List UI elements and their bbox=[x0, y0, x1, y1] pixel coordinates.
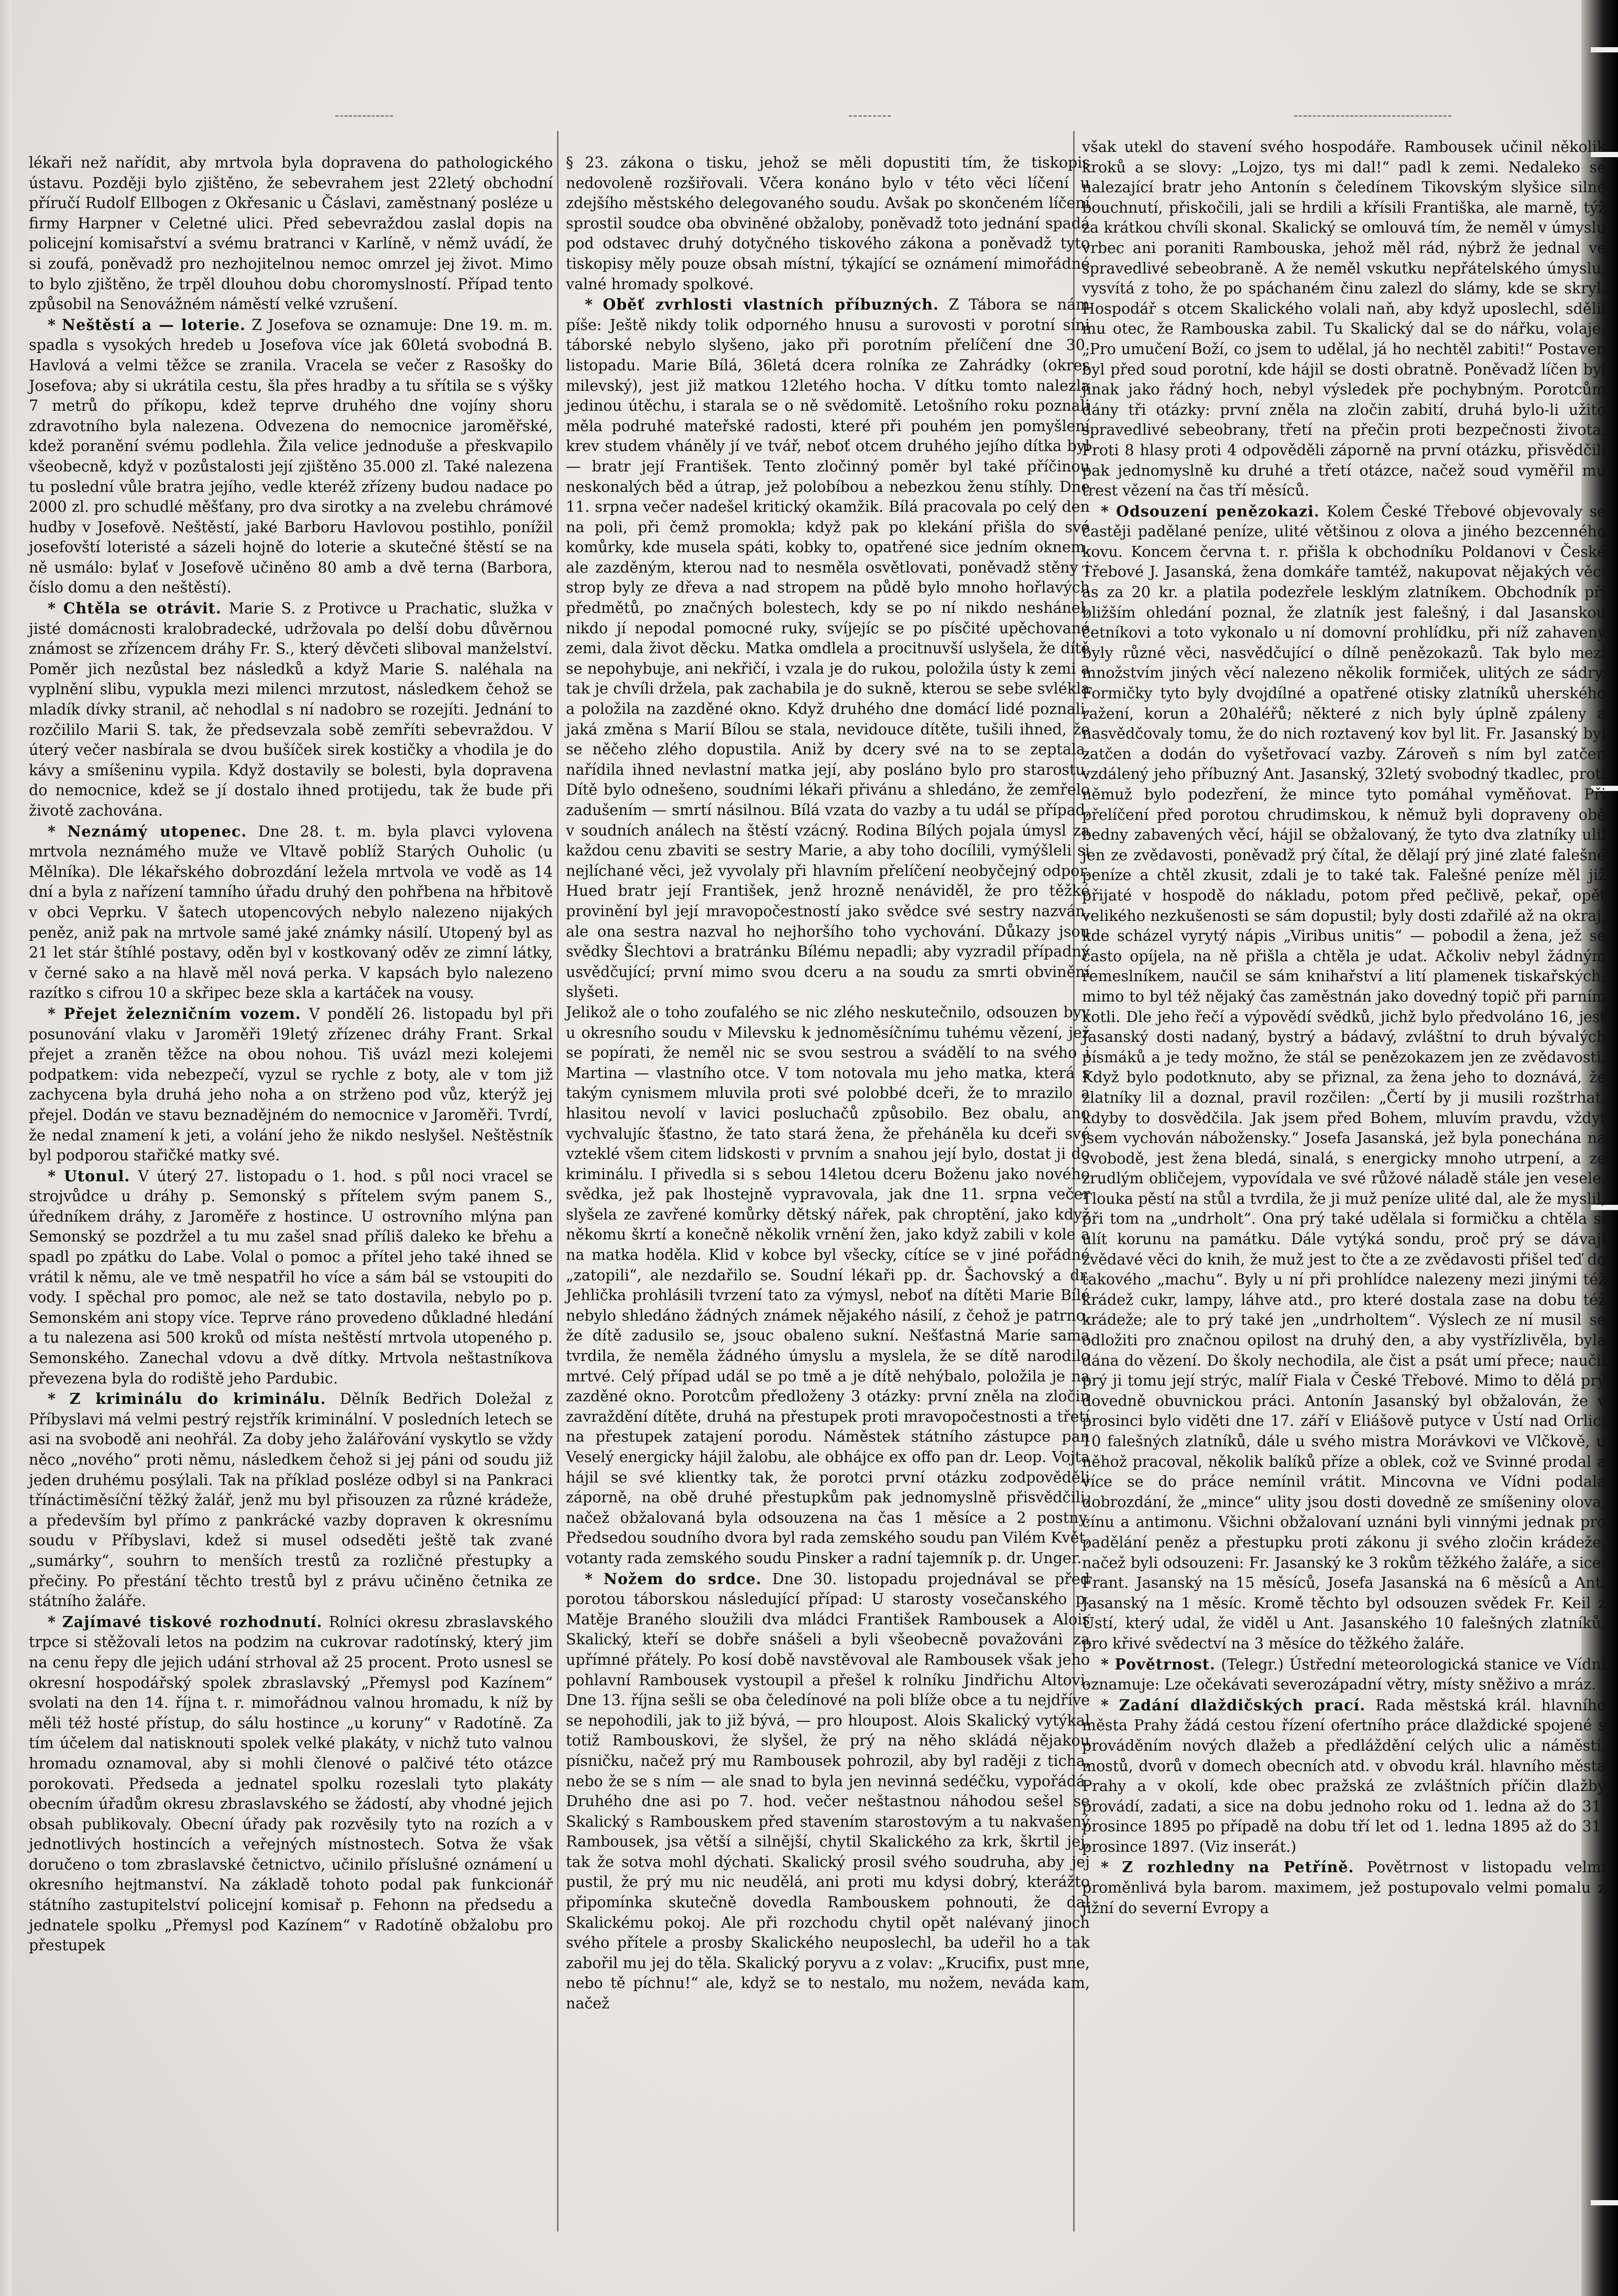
article-body: Rada městská král. hlavního města Prahy žádá cestou řízení ofertního práce dlaždické spojené s prováděním nových dlažeb a předláždění celých ulic a náměstí, mostů, dvorů v domech obecních atd. v obvodu král. hlavního města Prahy a v okolí, kde obec pražská ze zvláštních příčin dlažby provádí, zadati, a sice na dobu jednoho roku od 1. ledna až do 31. prosince 1895 po případě na dobu tří let od 1. ledna 1895 až do 31. prosince 1897. (Viz inserát.) bbox=[1082, 1696, 1606, 1855]
article-body: Kolem České Třebové objevovaly se častěji padělané peníze, ulité většinou z olova a jiného bezcenného kovu. Koncem června t. r. přišla k obchodníku Poldanovi v České Třebové J. Jasanská, žena domkáře tamtéž, nakupovat nějakých věcí as za 20 kr. a platila podezřele lesklým zlatníkem. Obchodník při bližším ohledání poznal, že zlatník jest falešný, i dal Jasanskou četníkovi a toto vykonalo u ní domovní prohlídku, při níž zahaveny byly různé věci, nasvědčující o dílně penězokazů. Tak bylo mezi množstvím jiných věcí nalezeno několik formiček, ulitých ze sádry. Formičky tyto byly dvojdílné a opatřené otisky zlatníků uherského ražení, korun a 20haléřů; některé z nich byly úplně zpáleny a nasvědčovaly tomu, že do nich roztavený kov byl lit. Fr. Jasanský byl zatčen a dodán do vyšetřovací vazby. Zároveň s ním byl zatčen vzdálený jeho příbuzný Ant. Jasanský, 32letý svobodný tkadlec, proti němuž bylo podezření, že mince tyto pomáhal vyměňovat. Při přelíčení před porotou chrudimskou, k němuž byli dopraveny obě bedny zabavených věcí, hájil se obžalovaný, že tyto dva zlatníky ulil jen ze zvědavosti, poněvadž prý čítal, že dělají prý jiné zlaté falešné peníze a chtěl zkusit, zdali je to také tak. Falešné peníze měl již přijaté v hospodě do nákladu, potom před pečlivě, pekař, opět velikého nezkušenosti se sám dopustil; byly dosti zdařilé až na okraj, kde scházel vyrytý nápis „Viribus unitis“ — pobodil a žena, jež se často opíjela, na ně přišla a chtěla je udat. Ačkoliv nebyl žádným řemeslníkem, naučil se sám knihařství a lití plamenek tiskařských; mimo to byl též nějaký čas zaměstnán jako dovedný topič při parním kotli. Dle jeho řečí a výpovědí svědků, jichž bylo předvoláno 16, jest Jasanský dosti nadaný, bystrý a bádavý, zvláštní to druh bývalých písmáků a je tedy možno, že stál se penězokazem jen ze zvědavosti. Když bylo podotknuto, aby se přiznal, za žena jeho to doznává, že zlatníky lil a doznal, pravil rozčilen: „Čertí by ji musili rozštrhat, kdyby to dosvědčila. Jak jsem před Bohem, mluvím pravdu, vždyť jsem vychován nábožensky.“ Josefa Jasanská, jež byla ponechána na svobodě, jest žena bledá, sinalá, s energicky mnoho utrpení, a ze zrudlým obličejem, vypovídala ve své růžové náladě stále jen vesele. Tlouka pěstí na stůl a tvrdila, že ji muž peníze ulité dal, ale že myslil, při tom na „undrholt“. Ona prý také udělala si formičku a chtěla si ulít korunu na památku. Dále vytýká sondu, proč prý se dávají zvědavé věci do knih, že muž jest to čte a ze zvědavosti přišel teď do takového „machu“. Byly u ní při prohlídce nalezeny mezi jinými též krádež cukr, lampy, láhve atd., pro které dostala zase na dobu též krádeže; ale to prý také jen „undrholtem“. Výslech ze ní musil se odložiti pro značnou opilost na druhý den, a aby vystřízlivěla, byla dána do vězení. Do školy nechodila, ale čist a psát umí přece; naučil prý ji tomu její strýc, malíř Fiala v České Třebové. Mimo to dělá prý dovedně obuvnickou práci. Antonín Jasanský byl obžalován, že v prosinci bylo viděti dne 17. září v Eliášově putyce v Ústí nad Orlicí 10 falešných zlatníků, dále u svého mistra Morávkovi ve Vlčkově, u něhož pracoval, několik balíků příze a oblek, což ve Svinné prodal a více se do práce nemínil vrátit. Mincovna ve Vídni podala dobrozdání, že „mince“ ulity jsou dosti dovedně ze smíšeniny olova, cínu a antimonu. Všichni obžalovaní uznáni byli vinnými jednak pro padělání peněz a přestupku proti zákonu ji svého zločin krádeže, načež byli odsouzeni: Fr. Jasanský ke 3 rokům těžkého žaláře, a sice: Frant. Jasanský na 15 měsíců, Josefa Jasanská na 6 měsíců a Ant. Jasanský na 1 měsíc. Kromě těchto byl odsouzen svědek Fr. Keil z Ústí, který udal, že viděl u Ant. Jasanského 10 falešných zlatníků, pro křivé svědectví na 3 měsíce do těžkého žaláře. bbox=[1082, 502, 1606, 1652]
top-dash-rule bbox=[335, 115, 393, 117]
article-bullet: * bbox=[48, 1167, 64, 1185]
article-paragraph bbox=[29, 315, 553, 598]
article-paragraph bbox=[29, 598, 553, 821]
article-heading: Z kriminálu do kriminálu. bbox=[69, 1390, 326, 1408]
article-heading: Odsouzení penězokazi. bbox=[1116, 502, 1320, 520]
article-body: Z Tábora se nám píše: Ještě nikdy tolik odporného hnusu a surovosti v porotní síni táborské nebylo slyšeno, jako při porotním přelíčení dne 30. listopadu. Marie Bílá, 36letá dcera rolníka ze Zahrádky (okres milevský), jest již matkou 12letého hocha. V dítku tomto nalezla jedinou útěchu, i starala se o ně svědomitě. Letošního roku poznali měla podruhé mateřské radosti, které při pouhém jen pomyšlení krev studem vháněly jí ve tvář, neboť otcem druhého jejího dítka byl — bratr její František. Tento zločinný poměr byl také příčinou neskonalých běd a útrap, jež polobíbou a nebezkou ženu stíhly. Dne 11. srpna večer nadešel kritický okamžik. Bílá pracovala po celý den na poli, při čemž promokla; když pak po klekání přišla do své komůrky, kde musela spáti, kobky to, opatřené sice jedním oknem, ale zazděným, kterou nad to nesměla osvětlovati, poněvadž stěny i strop byly ze dřeva a nad stropem na půdě bylo mnoho hořlavých předmětů, po značných bolestech, kdy se po ní nikdo neshánel, nikdo jí nepodal pomocné ruky, svíjejíc se po písčité upěchované zemi, dala život děcku. Matka omdlela a procitnuvší uslyšela, že dítě se nepohybuje, ani nekřičí, i vzala je do rukou, položila ústy k zemi a tak je chvíli držela, pak zachabila je do sukně, kterou se sebe svlékla a položila na zazděné okno. Když druhého dne domácí lidé poznali, jaká změna s Marií Bílou se stala, nevidouce dítěte, tušili ihned, že se něčeho zlého dopustila. Aniž by dcery své na to se zeptala, nařídila ihned nevlastní matka její, aby posláno bylo pro starostu. Dítě bylo odnešeno, soudními lékaři přivánu a shledáno, že zemřelo zadušením — smrtí násilnou. Bílá vzata do vazby a tu udál se případ, v soudních análech na štěstí vzácný. Rodina Bílých pojala úmysl za každou cenu zbaviti se sestry Marie, a aby toho docílili, vymýšleli si nejlíchané věci, jež vyvolaly při hlavním přelíčení neobyčejný odpor. Hued bratr její František, jenž hrozně nenáviděl, že pro těžké provinění byl její mravopočestností jako svědce své sestry nazván, ale ona sestra nazval ho nejhoršího toho vychování. Důkazy jsou svědky Šlechtovi a bratránku Bílému nepadli; aby vyzradil případný usvědčující; první mimo svou dceru a na soudu za smrti obvinění slyšeti. bbox=[566, 296, 1090, 1001]
article-bullet: * bbox=[48, 822, 68, 840]
article-paragraph bbox=[29, 1166, 553, 1389]
article-bullet: * bbox=[1101, 1655, 1115, 1673]
page-left-edge bbox=[0, 0, 12, 2296]
article-bullet: * bbox=[1101, 1696, 1119, 1714]
article-bullet: * bbox=[48, 599, 63, 618]
article-heading: Přejet železničním vozem. bbox=[63, 1004, 301, 1023]
top-dash-rule bbox=[849, 115, 891, 117]
article-paragraph bbox=[1082, 137, 1606, 501]
article-paragraph bbox=[29, 1612, 553, 1956]
article-paragraph bbox=[566, 294, 1090, 1003]
article-body: lékaři než nařídit, aby mrtvola byla dopravena do pathologického ústavu. Později bylo zjištěno, že sebevrahem jest 22letý obchodní příručí Rudolf Ellbogen z Okřesanic u Čáslavi, zaměstnaný posléze u firmy Harpner v Celetné ulici. Před sebevraždou zaslal dopis na policejní komisařství a svému bratranci v Karlíně, v němž uvádí, že si zoufá, poněvadž pro nezhojitelnou nemoc omrzel jej život. Mimo to bylo zjištěno, že trpěl dlouhou dobu choromyslností. Případ tento způsobil na Senovážném náměstí velké vzrušení. bbox=[29, 154, 553, 313]
article-paragraph bbox=[29, 1004, 553, 1166]
article-body: V pondělí 26. listopadu byl při posunování vlaku v Jaroměři 19letý zřízenec dráhy Frant. Srkal přejet a zraněn těžce na obou nohou. Tiš uvázl mezi kolejemi podpatkem: vida nebezpečí, vyzul se rychle z boty, ale v tom již zachycena byla druhá jeho noha a on strženo pod vůz, kterýž jej přejel. Dodán ve stavu beznadějném do nemocnice v Jaroměři. Tvrdí, že nedal znamení k jeti, a volání jeho že nikdo neslyšel. Neštěstník byl podporou stařičké matky své. bbox=[29, 1005, 553, 1165]
article-heading: Oběť zvrhlosti vlastních příbuzných. bbox=[603, 295, 939, 314]
article-heading: Zadání dlaždičských prací. bbox=[1119, 1696, 1366, 1714]
article-bullet: * bbox=[48, 1612, 62, 1631]
text-column-3 bbox=[1082, 137, 1606, 1918]
article-bullet: * bbox=[1101, 502, 1116, 520]
article-bullet: * bbox=[1101, 1858, 1122, 1876]
article-heading: Povětrnost. bbox=[1114, 1655, 1216, 1673]
article-paragraph bbox=[1082, 1695, 1606, 1858]
article-bullet: * bbox=[585, 295, 603, 314]
article-paragraph bbox=[1082, 501, 1606, 1654]
article-body: Rolníci okresu zbraslavského trpce si stěžovali letos na podzim na cukrovar radotínský, který jim na cenu řepy dle jejich udání strhoval až 25 procent. Proto usnesl se okresní hospodářský spolek zbraslavský „Přemysl pod Kazínem“ svolati na den 14. října t. r. mimořádnou valnou hromadu, k níž by měli též hosté přístup, do sálu hostince „u koruny“ v Radotíně. Za tím účelem dal natisknouti spolek velké plakáty, v nichž tuto valnou hromadu oznamoval, aby si mohli členové o palčivé této otázce porokovati. Předseda a jednatel spolku rozeslali tyto plakáty obecním úřadům okresu zbraslavského se žádostí, aby vhodné jejich obsah publikovaly. Obecní úřady pak rozvěsily tyto na rozích a v jednotlivých hostincích a veřejných místnostech. Sotva že však doručeno o tom zbraslavské četnictvo, učinilo příslušné oznámení u okresního hejtmanství. Na základě tohoto podal pak funkcionář státního zastupitelství policejní komisař p. Fehonn na předsedu a jednatele spolku „Přemysl pod Kazínem“ v Radotíně obžalobu pro přestupek bbox=[29, 1613, 553, 1954]
article-heading: Chtěla se otrávit. bbox=[63, 599, 222, 618]
article-body: Marie S. z Protivce u Prachatic, služka v jisté domácnosti kralobradecké, udržovala po delší dobu důvěrnou známost se zřízencem dráhy Fr. S., který děvčeti sliboval manželství. Poměr jich nezůstal bez následků a když Marie S. naléhala na vyplnění slibu, vypukla mezi milenci mrzutost, následkem čehož se mladík dívky stranil, ač nehodlal s ní nadobro se rozejíti. Jednání to rozčililo Marii S. tak, že předsevzala sobě zemříti sebevraždou. V úterý večer nasbírala se dvou bušíček sirek kostičky a vhodila je do kávy a smíšeninu vypila. Když dostavily se bolesti, byla dopravena do nemocnice, kdež se jí dostalo ihned protijedu, tak že bude při životě zachována. bbox=[29, 600, 553, 819]
article-bullet: * bbox=[48, 1390, 70, 1408]
article-paragraph bbox=[566, 1569, 1090, 2014]
article-bullet: * bbox=[585, 1569, 604, 1588]
article-paragraph bbox=[29, 153, 553, 315]
article-body: (Telegr.) Ústřední meteorologická stanice ve Vídni oznamuje: Lze očekávati severozápadní větry, místy sněživo a mráz. bbox=[1082, 1655, 1606, 1694]
article-heading: Z rozhledny na Petříně. bbox=[1122, 1858, 1354, 1876]
article-body: Dělník Bedřich Doležal z Příbyslavi má velmi pestrý rejstřík kriminální. V posledních letech se asi na svobodě ani neohřál. Za doby jeho žalářování vyskytlo se vždy něco „nového“ proti němu, následkem čehož si jej páni od soudu již jeden druhému posýlali. Tak na příklad posléze odbyl si na Pankraci třínáctiměsíční těžký žalář, jenž mu byl přisouzen za různé krádeže, a především byl přímo z pankrácké vazby dopraven k okresnímu soudu v Příbyslavi, kdež si musel odseděti ještě tak zvané „sumárky“, souhrn to menších trestů za rozličné přestupky a přečiny. Po přestání těchto trestů byl z právu učiněno četnika ze státního žaláře. bbox=[29, 1390, 553, 1610]
article-body: Z Josefova se oznamuje: Dne 19. m. m. spadla s vysokých hredeb u Josefova více jak 60letá svobodná B. Havlová a velmi těžce se zranila. Vracela se večer z Rasošky do Josefova; aby si ukrátila cestu, šla přes hradby a tu sřítila se s výšky 7 metrů do příkopu, kdež teprve druhého dne vojíny shoru zdravotního byla nalezena. Odvezena do nemocnice jaroměřské, kdež poranění svému podlehla. Žila velice jednoduše a přeskvapilo všeobecně, když v pozůstalosti její zjištěno 35.000 zl. Také nalezena tu poslední vůle bratra jejího, vedle kteréž zřízeny budou nadace po 2000 zl. pro schudlé měšťany, pro dva sirotky a na zvelebu chrámové hudby v Josefově. Neštěstí, jaké Barboru Havlovou postihlo, ponížil josefovští loteristé a sázeli hojně do loterie a skutečné štěstí se na ně usmálo: bylať v Josefově učiněno 80 amb a dvě terna (Barbora, číslo domu a den neštěstí). bbox=[29, 316, 553, 597]
article-paragraph bbox=[566, 1003, 1090, 1569]
article-body: V úterý 27. listopadu o 1. hod. s půl noci vracel se strojvůdce u dráhy p. Semonský s přítelem svým panem S., úředníkem dráhy, z Jaroměře z hostince. U ostrovního mlýna pan Semonský se pozdržel a tu mu zašel snad příliš daleko ke břehu a spadl po zpátku do Labe. Volal o pomoc a přítel jeho také ihned se vrátil k němu, ale ve tmě nespatřil ho více a sám bál se vstoupiti do vody. I spěchal pro pomoc, ale než se tato dostavila, nebylo po p. Semonském ani stopy více. Teprve ráno provedeno důkladné hledání a tu nalezena asi 500 kroků od místa neštěstí mrtvola utopeného p. Semonského. Zanechal vdovu a dvě dítky. Mrtvola neštastníkova převezena byla do rodiště jeho Pardubic. bbox=[29, 1167, 553, 1387]
text-column-2 bbox=[566, 153, 1090, 2014]
article-paragraph bbox=[29, 821, 553, 1004]
article-paragraph bbox=[1082, 1654, 1606, 1695]
column-rule bbox=[557, 131, 559, 2232]
article-bullet: * bbox=[48, 1004, 64, 1023]
article-body: § 23. zákona o tisku, jehož se měli dopustiti tím, že tiskopis nedovoleně rozšiřovali. Včera konáno bylo v této věci líčení u zdejšího městského delegovaného soudu. Avšak po skončeném líčení sprostil soudce oba obviněné obžaloby, poněvadž toto jednání spadá pod odstavec druhý dotyčného tiskového zákona a poněvadž tyto tiskopisy měly pouze obsah místní, týkající se oznámení mimořádné valné hromady spolkové. bbox=[566, 154, 1090, 293]
article-heading: Nožem do srdce. bbox=[603, 1569, 762, 1588]
article-body: Jelikož ale o toho zoufalého se nic zlého neskutečnilo, odsouzen byv u okresního soudu v Milevsku k jednoměsíčnímu tuhému vězení, jež se popírati, že neměl nic se svou sestrou a svádělí to na svého i Martina — vlastního otce. V tom notovala mu jeho matka, která s takým cynismem mluvila proti své polobbé dceři, že to mrazilo a hlasitou nevolí v lavici posluchačů způsobilo. Bez obalu, ano vychvalujíc šťastno, že tato stará žena, že přeháněla ku dceři své vzteklé všem citem lidskosti v prvním a snahou její bylo, dostat ji do kriminálu. I přivedla si s sebou 14letou dceru Boženu jako nového svědka, jež pak lhostejně vypravovala, jak dne 11. srpna večer slyšela ze zavřené komůrky dětský nářek, pak chroptění, jako když někomu škrtí a konečně několik vrnění žen, jako když zabili v kole a na matka hoděla. Klid v kobce byl všecky, cítíce se v jiné pořádné „zatopili“, ale nezdařilo se. Soudní lékaři pp. dr. Šachovský a dr. Jehlička prohlásili tvrzení tato za výmysl, neboť na dítěti Marie Bílé nebylo shledáno žádných známek nějakého násilí, z čehož je patrno, že dítě zadusilo se, jsouc obaleno sukní. Nešťastná Marie sama tvrdila, že neměla žádného úmyslu a myslela, že se dítě narodilo mrtvé. Celý případ udál se po tmě a je dítě nehýbalo, položila je na zazděné okno. Porotcům předloženy 3 otázky: první zněla na zločin zavraždění dítěte, druhá na přestupek proti mravopočestnosti a třetí na přestupek zatajení porodu. Náměstek státního zástupce pan Veselý energicky hájil žalobu, ale obhájce ex offo pan dr. Leop. Vojta hájil se své klientky tak, že porotci první otázku zodpověděli záporně, na obě druhé přestupkům pak jednomyslně přisvědčili, načež obžalovaná byla odsouzena na čas 1 měsíce a 2 postny. Předsedou soudního dvora byl rada zemského soudu pan Vilém Květ, votanty rada zemského soudu Pinsker a radní tajemník p. dr. Unger. bbox=[566, 1003, 1090, 1567]
top-dash-rule bbox=[1294, 115, 1451, 117]
article-body: Povětrnost v listopadu velmi proměnlivá byla barom. maximem, jež postupovalo velmi pomalu z jižní do severní Evropy a bbox=[1082, 1859, 1606, 1917]
article-heading: Neštěstí a — loterie. bbox=[62, 315, 246, 334]
article-bullet: * bbox=[48, 315, 62, 334]
article-paragraph bbox=[566, 153, 1090, 294]
article-heading: Neznámý utopenec. bbox=[67, 822, 247, 840]
article-paragraph bbox=[1082, 1857, 1606, 1918]
article-heading: Utonul. bbox=[64, 1167, 130, 1185]
article-paragraph bbox=[29, 1389, 553, 1612]
text-column-1 bbox=[29, 153, 553, 1956]
article-heading: Zajímavé tiskové rozhodnutí. bbox=[62, 1612, 323, 1631]
article-body: Dne 30. listopadu projednával se před porotou táborskou následující případ: U starosty vosečanského p. Matěje Braného sloužili dva mládci František Rambousek a Alois Skalický, kteří se dobře snášeli a byli všeobecně považováni za upřímné přátely. Po kosí době navstěvoval ale Rambousek však jeho pohlavní Rambousek vystoupil a přešel k rolníku Jindřichu Altovi. Dne 13. října sešli se oba čeledínové na poli blíže obce a tu nejdříve se nepohodili, jak to již bývá, — pro hloupost. Alois Skalický vytýkal totiž Rambouskovi, že slyšel, že prý na něho skládá nějakou písničku, načež prý mu Rambousek pohrozil, aby byl raději z ticha, nebo že se s ním — ale snad to byla jen nevinná sedéčku, vypořádá. Druhého dne asi po 7. hod. večer neštastnou náhodou sešel se Skalický s Rambouskem před stavením starostovým a tu nakvašený Rambousek, jsa větší a silnější, chytil Skalického za krk, škrtil jej, tak že sotva mohl dýchati. Skalický prosil svého soudruha, aby jej pustil, že prý mu nic neudělá, ani proti mu kdysi dobrý, kterážto připomínka skutečně dovedla Rambouskem pohnouti, že dal Skalickému pokoj. Ale při rozchodu chytil opět nalévaný jinoch svého přítele a prosby Skalického neuposlechl, ba udeřil ho a tak zabořil mu jej do těla. Skalický poryvu a z volav: „Krucifix, pust mne, nebo tě píchnu!“ ale, když se to nestalo, mu nožem, neváda kam, načež bbox=[566, 1570, 1090, 2013]
article-body: Dne 28. t. m. byla plavci vylovena mrtvola neznámého muže ve Vltavě poblíž Starých Ouholic (u Mělníka). Dle lékařského dobrozdání ležela mrtvola ve vodě as 14 dní a byla z nařízení tamního úřadu druhý den pohřbena na hřbitově v obci Veprku. V šatech utopencových nebylo nalezeno nijakých peněz, aniž pak na mrtvole samé jaké známky násilí. Utopený byl as 21 let stár štíhlé postavy, oděn byl v kostkovaný oděv ze zimní látky, v černé sako a na hlavě měl nová perka. V kapsách bylo nalezeno razítko s cifrou 10 a skřipec beze skla a kartáček na vousy. bbox=[29, 822, 553, 1002]
article-body: však utekl do stavení svého hospodáře. Rambousek učinil několik kroků a se slovy: „Lojzo, tys mi dal!“ padl k zemi. Nedaleko se nalezající bratr jeho Antonín s čeledínem Tikovským slyšice silné bouchnutí, přiskočili, jali se hrdili a křísili Františka, ale marně, týž za krátkou chvíli skonal. Skalický se omlouvá tím, že neměl v úmyslu vrbec ani poraniti Rambouska, jehož měl rád, nýbrž že jednal ve spravedlivé sebeobraně. A že neměl vskutku nepřátelského úmyslu, vysvítá z toho, že po spáchaném činu zalezl do slámy, kde se skryl. Hospodář s otcem Skalického volali naň, aby když uposlechl, sdělil mu otec, že Rambouska zabil. Tu Skalický dal se do nářku, volaje: „Pro umučení Boží, co jsem to udělal, já ho nechtěl zabiti!“ Postaven byl před soud porotní, kde hájil se dosti obratně. Poněvadž líčen byl jinak jako řádný hoch, nebyl výsledek pře pochybným. Porotcům dány tři otázky: první zněla na zločin zabití, druhá bylo-li užito spravedlivé sebeobrany, třetí na přečin proti bezpečnosti života. Proti 8 hlasy proti 4 odpověděli záporně na první otázku, přisvědčili pak jednomyslně ku druhé a třetí otázce, načež soud vyměřil mu trest vězení na čas tří měsíců. bbox=[1082, 138, 1606, 500]
